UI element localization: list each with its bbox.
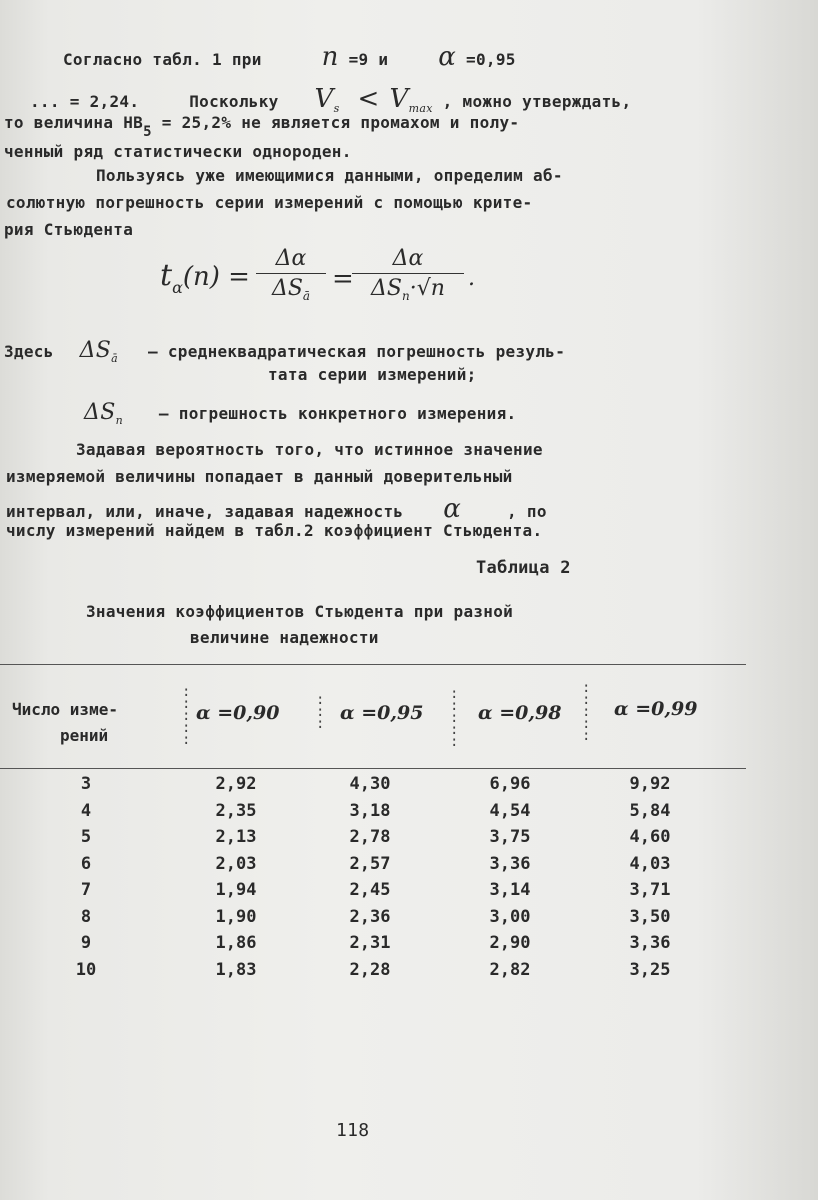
p3-line4: числу измерений найдем в табл.2 коэффициент Стьюдента. xyxy=(6,521,543,540)
student-formula xyxy=(160,240,490,315)
p1-l3-a: то величина HB xyxy=(4,113,144,132)
formula-arg: (n) = xyxy=(182,262,250,292)
table-row-n: 10 xyxy=(75,959,97,980)
p3-alpha: α xyxy=(443,494,462,524)
table-cell: 3,00 xyxy=(489,906,531,927)
table-cell: 4,03 xyxy=(629,853,671,874)
table-cell: 4,30 xyxy=(349,774,391,794)
frac2-num: Δα xyxy=(392,246,424,271)
table-cell: 1,94 xyxy=(215,880,257,900)
frac1-den-sub: ā xyxy=(302,289,311,303)
p3-l3-a: интервал, или, иначе, задавая надежность xyxy=(6,502,404,521)
def-line2 xyxy=(84,400,516,427)
table-cell: 1,90 xyxy=(215,906,257,927)
col0-header-line2: рений xyxy=(60,726,109,745)
table-cell: 3,50 xyxy=(629,906,671,927)
table-row-n: 9 xyxy=(80,933,92,953)
formula-t: t xyxy=(160,258,173,293)
table-row-n: 7 xyxy=(80,880,92,900)
table-cell: 3,14 xyxy=(489,880,531,900)
def-line1 xyxy=(4,338,565,365)
p1-t-pre: ... = 2,24. xyxy=(30,92,140,111)
fraction-2 xyxy=(352,246,464,303)
table-row-n: 6 xyxy=(80,853,92,874)
symbol-vmax: V xyxy=(389,84,409,114)
def-sym1: ΔS xyxy=(79,338,112,363)
table-title-line2: величине надежности xyxy=(190,628,379,647)
table-cell: 4,60 xyxy=(629,827,671,847)
frac2-bar xyxy=(352,273,464,274)
p1-l3-b: = 25,2% не является промахом и полу- xyxy=(161,113,520,132)
table-cell: 2,28 xyxy=(349,959,391,980)
def-here: Здесь xyxy=(4,342,54,361)
table-cell: 1,86 xyxy=(215,933,257,953)
p3-line1: Задавая вероятность того, что истинное значение xyxy=(76,440,543,459)
table-cell: 3,18 xyxy=(349,800,391,821)
frac1-bar xyxy=(256,273,326,274)
table-cell: 6,96 xyxy=(489,774,531,794)
p1-line4: ченный ряд статистически однороден. xyxy=(4,142,352,161)
formula-lhs xyxy=(160,258,250,297)
table-cell: 2,78 xyxy=(349,827,391,847)
symbol-vmax-sub: max xyxy=(408,102,433,115)
col-sep-1: : : : : : xyxy=(182,684,191,748)
table-cell: 2,31 xyxy=(349,933,391,953)
def2-text: – погрешность конкретного измерения. xyxy=(158,404,517,423)
table-cell: 2,13 xyxy=(215,827,257,847)
p1-line3 xyxy=(4,113,519,140)
table-top-rule xyxy=(0,664,746,665)
p1-text-val: =0,95 xyxy=(466,50,516,69)
header-alpha-095: α =0,95 xyxy=(340,702,424,724)
frac2-den-rest: ·√n xyxy=(409,276,445,301)
col-sep-3: : : : : : xyxy=(450,686,459,750)
page-number: 118 xyxy=(336,1120,370,1141)
p1-text-a: Согласно табл. 1 при xyxy=(63,50,262,69)
p1-l3-sub: 5 xyxy=(143,124,152,140)
table-cell: 2,82 xyxy=(489,959,531,980)
formula-eq: = xyxy=(332,264,354,294)
table-cell: 9,92 xyxy=(629,774,671,794)
def-sym1-sub: ā xyxy=(111,352,119,365)
p1-t-rest: , можно утверждать, xyxy=(442,92,632,111)
formula-t-sub: α xyxy=(172,278,183,297)
formula-dot: . xyxy=(468,266,475,291)
p3-line2: измеряемой величины попадает в данный доверительный xyxy=(6,467,513,486)
table-cell: 3,25 xyxy=(629,959,671,980)
table-cell: 2,90 xyxy=(489,933,531,953)
p2-line2: солютную погрешность серии измерений с помощью крите- xyxy=(6,193,533,212)
def-sym2: ΔS xyxy=(84,400,116,425)
def-sym2-sub: n xyxy=(115,414,123,427)
col-sep-2: : : : xyxy=(316,692,325,732)
table-cell: 2,03 xyxy=(215,853,257,874)
table-title-line1: Значения коэффициентов Стьюдента при разной xyxy=(86,602,514,621)
p1-t-because: Поскольку xyxy=(189,92,279,111)
p1-text-eq: =9 и xyxy=(348,50,389,69)
table-row-n: 8 xyxy=(80,906,92,927)
frac2-den-sub: n xyxy=(402,289,410,303)
table-cell: 3,75 xyxy=(489,827,531,847)
table-cell: 2,57 xyxy=(349,853,391,874)
p2-line3: рия Стьюдента xyxy=(4,220,134,239)
table-row-n: 5 xyxy=(80,827,92,847)
table-cell: 2,92 xyxy=(215,774,257,794)
table-header-rule xyxy=(0,768,746,769)
table-cell: 2,36 xyxy=(349,906,391,927)
table-row-n: 3 xyxy=(80,774,92,794)
table-cell: 1,83 xyxy=(215,959,257,980)
frac2-den: ΔS xyxy=(371,276,403,301)
symbol-lt: < xyxy=(357,84,380,114)
frac1-den: ΔS xyxy=(271,276,303,301)
p3-line3 xyxy=(6,494,547,524)
header-alpha-099: α =0,99 xyxy=(614,698,698,720)
table-cell: 5,84 xyxy=(629,800,671,821)
table-label: Таблица 2 xyxy=(476,558,571,578)
fraction-1 xyxy=(256,246,326,303)
table-cell: 2,35 xyxy=(215,800,257,821)
symbol-vs-sub: s xyxy=(333,102,340,115)
table-row-n: 4 xyxy=(80,800,92,821)
def1-text-b: тата серии измерений; xyxy=(268,365,477,384)
def1-text-a: – среднеквадратическая погрешность резуль- xyxy=(147,342,566,361)
table-cell: 3,71 xyxy=(629,880,671,900)
header-alpha-098: α =0,98 xyxy=(478,702,562,724)
table-cell: 3,36 xyxy=(489,853,531,874)
frac1-num: Δα xyxy=(275,246,307,271)
symbol-alpha: α xyxy=(438,42,457,72)
symbol-n: n xyxy=(321,42,339,72)
table-cell: 3,36 xyxy=(629,933,671,953)
p3-l3-b: , по xyxy=(507,502,547,521)
header-alpha-090: α =0,90 xyxy=(196,702,280,724)
p1-line1 xyxy=(63,42,516,72)
symbol-vs: V xyxy=(314,84,334,114)
p1-line2 xyxy=(30,84,631,115)
p2-line1: Пользуясь уже имеющимися данными, определим аб- xyxy=(96,166,563,185)
table-cell: 2,45 xyxy=(349,880,391,900)
col-sep-4: : : : : : xyxy=(582,680,591,744)
table-cell: 4,54 xyxy=(489,800,531,821)
col0-header-line1: Число изме- xyxy=(12,700,118,719)
